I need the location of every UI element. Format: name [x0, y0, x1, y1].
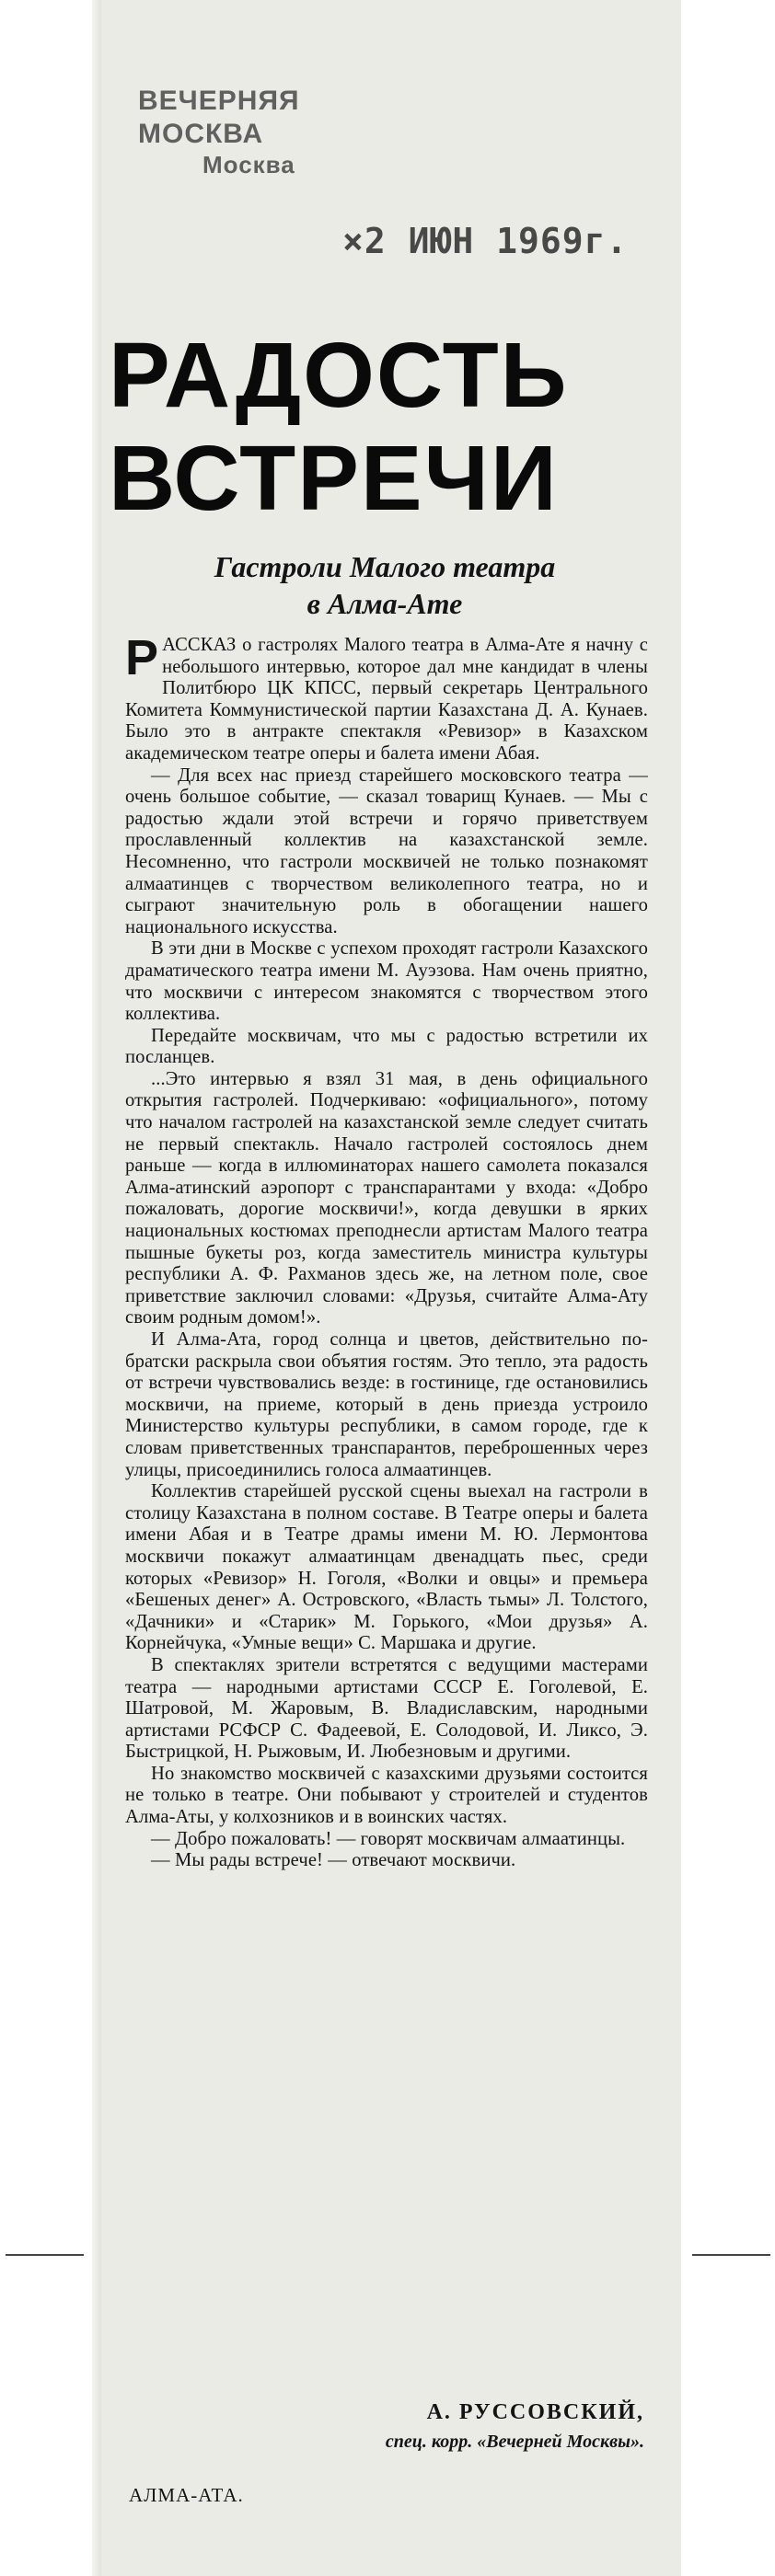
- article-paragraph: В эти дни в Москве с успехом проходят гастроли Казахского драматического театра имени М. Ауэзова. Нам очень приятно, что москвичи с интересом знакомятся с творчеством этого коллектива.: [125, 938, 648, 1025]
- dateline: АЛМА-АТА.: [129, 2484, 244, 2506]
- subtitle-line-2: в Алма-Ате: [307, 587, 463, 620]
- margin-rule-left: [6, 2254, 84, 2256]
- article-paragraph: Но знакомство москвичей с казахскими друзьями состоится не только в театре. Они побывают у строителей и студентов Алма-Аты, у колхозников и в воинских частях.: [125, 1763, 648, 1828]
- article-paragraph: — Добро пожаловать! — говорят москвичам алмаатинцы.: [151, 1828, 626, 1849]
- article-paragraph: Передайте москвичам, что мы с радостью встретили их посланцев.: [125, 1025, 648, 1068]
- article-paragraph: ...Это интервью я взял 31 мая, в день официального открытия гастролей. Подчеркиваю: «официального», потому что началом гастролей на казахстанской земле следует считать не первый спектакль. Начало гастролей состоялось днем раньше — когда в иллюминаторах нашего самолета показался Алма-атинский аэропорт с транспарантами у входа: «Добро пожаловать, дорогие москвичи!», когда девушки в ярких национальных костюмах преподнесли артистам Малого театра пышные букеты роз, когда заместитель министра культуры республики А. Ф. Рахманов здесь же, на летном поле, свое приветствие заключил словами: «Друзья, считайте Алма-Ату своим родным домом!».: [125, 1068, 648, 1328]
- source-stamp: [138, 85, 414, 179]
- article-paragraph: В спектаклях зрители встретятся с ведущими мастерами театра — народными артистами СССР Е. Гоголевой, Е. Шатровой, М. Жаровым, В. Владиславским, народными артистами РСФСР С. Фадеевой, Е. Солодовой, И. Ликсо, Э. Быстрицкой, Н. Рыжовым, И. Любезновым и другими.: [125, 1654, 648, 1763]
- article-paragraph: [125, 630, 648, 765]
- headline-line-2: ВСТРЕЧИ: [109, 427, 559, 530]
- article-paragraph: И Алма-Ата, город солнца и цветов, действительно по-братски раскрыла свои объятия гостям. Это тепло, эта радость от встречи чувствовались везде: в гостинице, где остановились москвичи, на приеме, который в день приезда устроило Министерство культуры республики, в самом городе, где к словам приветственных транспарантов, переброшенных через улицы, присоединились голоса алмаатинцев.: [125, 1329, 648, 1480]
- article-paragraph: — Для всех нас приезд старейшего московского театра — очень большое событие, — сказал товарищ Кунаев. — Мы с радостью ждали этой встречи и горячо приветствуем прославленный коллектив на казахстанской земле. Несомненно, что гастроли москвичей не только познакомят алмаатинцев с творчеством великолепного театра, но и сыграют значительную роль в обогащении нашего национального искусства.: [125, 765, 648, 937]
- source-stamp-city: Москва: [202, 151, 295, 178]
- paragraph-text: АССКАЗ о гастролях Малого театра в Алма-Ате я начну с небольшого интервью, которое дал мне кандидат в члены Политбюро ЦК КПСС, первый секретарь Центрального Комитета Коммунистической партии Казахстана Д. А. Кунаев. Было это в антракте спектакля «Ревизор» в Казахском академическом театре оперы и балета имени Абая.: [125, 635, 648, 764]
- drop-cap: Р: [125, 630, 159, 685]
- signature: [350, 2397, 644, 2455]
- margin-rule-right: [692, 2254, 770, 2256]
- headline-line-1: РАДОСТЬ: [109, 324, 569, 427]
- article-paragraph: — Мы рады встрече! — отвечают москвичи.: [151, 1850, 516, 1871]
- author-role: спец. корр. «Вечерней Москвы».: [385, 2432, 644, 2452]
- subtitle-line-1: Гастроли Малого театра: [214, 550, 556, 583]
- author-name: А. РУССОВСКИЙ,: [426, 2400, 644, 2424]
- subtitle: [164, 548, 606, 622]
- headline: [109, 324, 661, 530]
- article-paragraph: Коллектив старейшей русской сцены выехал на гастроли в столицу Казахстана в полном составе. В Театре оперы и балета имени Абая и в Театре драмы имени М. Ю. Лермонтова москвичи покажут алмаатинцам двенадцать пьес, среди которых «Ревизор» Н. Гоголя, «Волки и овцы» и премьера «Бешеных денег» А. Островского, «Власть тьмы» Л. Толстого, «Дачники» и «Старик» М. Горького, «Мои друзья» А. Корнейчука, «Умные вещи» С. Маршака и другие.: [125, 1481, 648, 1654]
- source-stamp-newspaper: ВЕЧЕРНЯЯ МОСКВА: [138, 86, 300, 149]
- date-stamp: ×2 ИЮН 1969г.: [342, 221, 629, 261]
- article-body: [125, 630, 648, 1872]
